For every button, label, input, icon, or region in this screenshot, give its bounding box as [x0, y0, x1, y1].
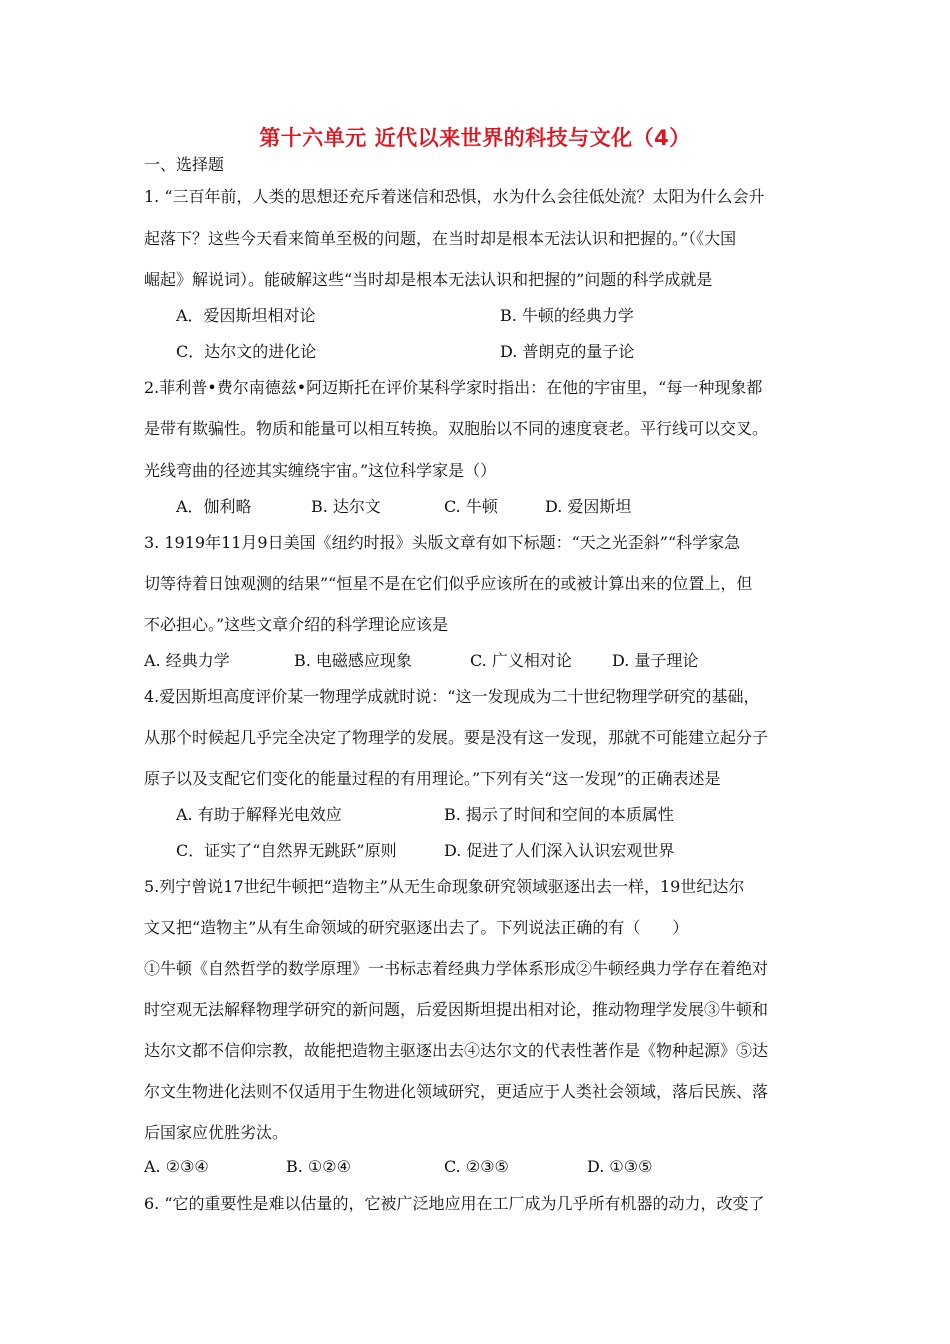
question-4-line-2: 从那个时候起几乎完全决定了物理学的发展。要是没有这一发现，那就不可能建立起分子: [144, 728, 769, 747]
question-4-option-a: A. 有助于解释光电效应: [176, 805, 342, 824]
question-1-line-3: 崛起》解说词）。能破解这些“当时却是根本无法认识和把握的”问题的科学成就是: [144, 270, 713, 289]
question-4-line-3: 原子以及支配它们变化的能量过程的有用理论。”下列有关“这一发现”的正确表述是: [144, 769, 721, 788]
question-5-line-2: 文又把“造物主”从有生命领域的研究驱逐出去了。下列说法正确的有（ ）: [144, 918, 689, 937]
question-5-option-a: A. ②③④: [144, 1157, 209, 1176]
question-3-option-a: A. 经典力学: [144, 651, 230, 670]
question-4-option-c: C．证实了“自然界无跳跃”原则: [176, 841, 397, 860]
question-1-option-c: C．达尔文的进化论: [176, 342, 317, 361]
question-1-option-b: B. 牛顿的经典力学: [500, 306, 634, 325]
question-1-option-d: D. 普朗克的量子论: [500, 342, 635, 361]
question-5-line-5: 达尔文都不信仰宗教，故能把造物主驱逐出去④达尔文的代表性著作是《物种起源》⑤达: [144, 1041, 769, 1060]
section-heading: 一、选择题: [144, 155, 225, 174]
question-2-option-b: B. 达尔文: [311, 497, 381, 516]
question-3-option-d: D. 量子理论: [612, 651, 699, 670]
question-2-option-c: C. 牛顿: [444, 497, 498, 516]
question-2-option-d: D. 爱因斯坦: [545, 497, 632, 516]
question-1-line-2: 起落下？这些今天看来简单至极的问题，在当时却是根本无法认识和把握的。”（《大国: [144, 229, 737, 248]
question-3-line-1: 3. 1919年11月9日美国《纽约时报》头版文章有如下标题：“天之光歪斜”“科学家急: [144, 533, 741, 552]
question-1-option-a: A．爱因斯坦相对论: [176, 306, 316, 325]
question-3-line-3: 不必担心。”这些文章介绍的科学理论应该是: [144, 615, 449, 634]
question-1-line-1: 1. “三百年前，人类的思想还充斥着迷信和恐惧，水为什么会往低处流？太阳为什么会升: [144, 187, 765, 206]
question-3-option-c: C. 广义相对论: [470, 651, 572, 670]
question-5-option-c: C. ②③⑤: [444, 1157, 509, 1176]
question-3-line-2: 切等待着日蚀观测的结果”“恒星不是在它们似乎应该所在的或被计算出来的位置上，但: [144, 574, 753, 593]
question-5-line-4: 时空观无法解释物理学研究的新问题，后爱因斯坦提出相对论，推动物理学发展③牛顿和: [144, 1000, 769, 1019]
question-4-option-b: B. 揭示了时间和空间的本质属性: [444, 805, 674, 824]
question-2-line-3: 光线弯曲的径迹其实缠绕宇宙。”这位科学家是（）: [144, 461, 497, 480]
question-5-line-1: 5.列宁曾说17世纪牛顿把“造物主”从无生命现象研究领域驱逐出去一样，19世纪达尔: [144, 877, 745, 896]
page-title: 第十六单元 近代以来世界的科技与文化（4）: [259, 126, 691, 150]
question-5-line-3: ①牛顿《自然哲学的数学原理》一书标志着经典力学体系形成②牛顿经典力学存在着绝对: [144, 959, 769, 978]
question-6-line-1: 6. “它的重要性是难以估量的，它被广泛地应用在工厂成为几乎所有机器的动力，改变了: [144, 1194, 765, 1213]
question-2-line-2: 是带有欺骗性。物质和能量可以相互转换。双胞胎以不同的速度衰老。平行线可以交叉。: [144, 419, 769, 438]
question-5-line-6: 尔文生物进化法则不仅适用于生物进化领域研究，更适应于人类社会领域，落后民族、落: [144, 1082, 769, 1101]
question-4-option-d: D. 促进了人们深入认识宏观世界: [444, 841, 675, 860]
question-5-line-7: 后国家应优胜劣汰。: [144, 1123, 289, 1142]
question-4-line-1: 4.爱因斯坦高度评价某一物理学成就时说：“这一发现成为二十世纪物理学研究的基础，: [144, 687, 760, 706]
question-3-option-b: B. 电磁感应现象: [294, 651, 412, 670]
question-5-option-b: B. ①②④: [286, 1157, 351, 1176]
question-5-option-d: D. ①③⑤: [587, 1157, 653, 1176]
question-2-option-a: A．伽利略: [176, 497, 252, 516]
question-2-line-1: 2.菲利普•费尔南德兹•阿迈斯托在评价某科学家时指出：在他的宇宙里，“每一种现象都: [144, 378, 763, 397]
